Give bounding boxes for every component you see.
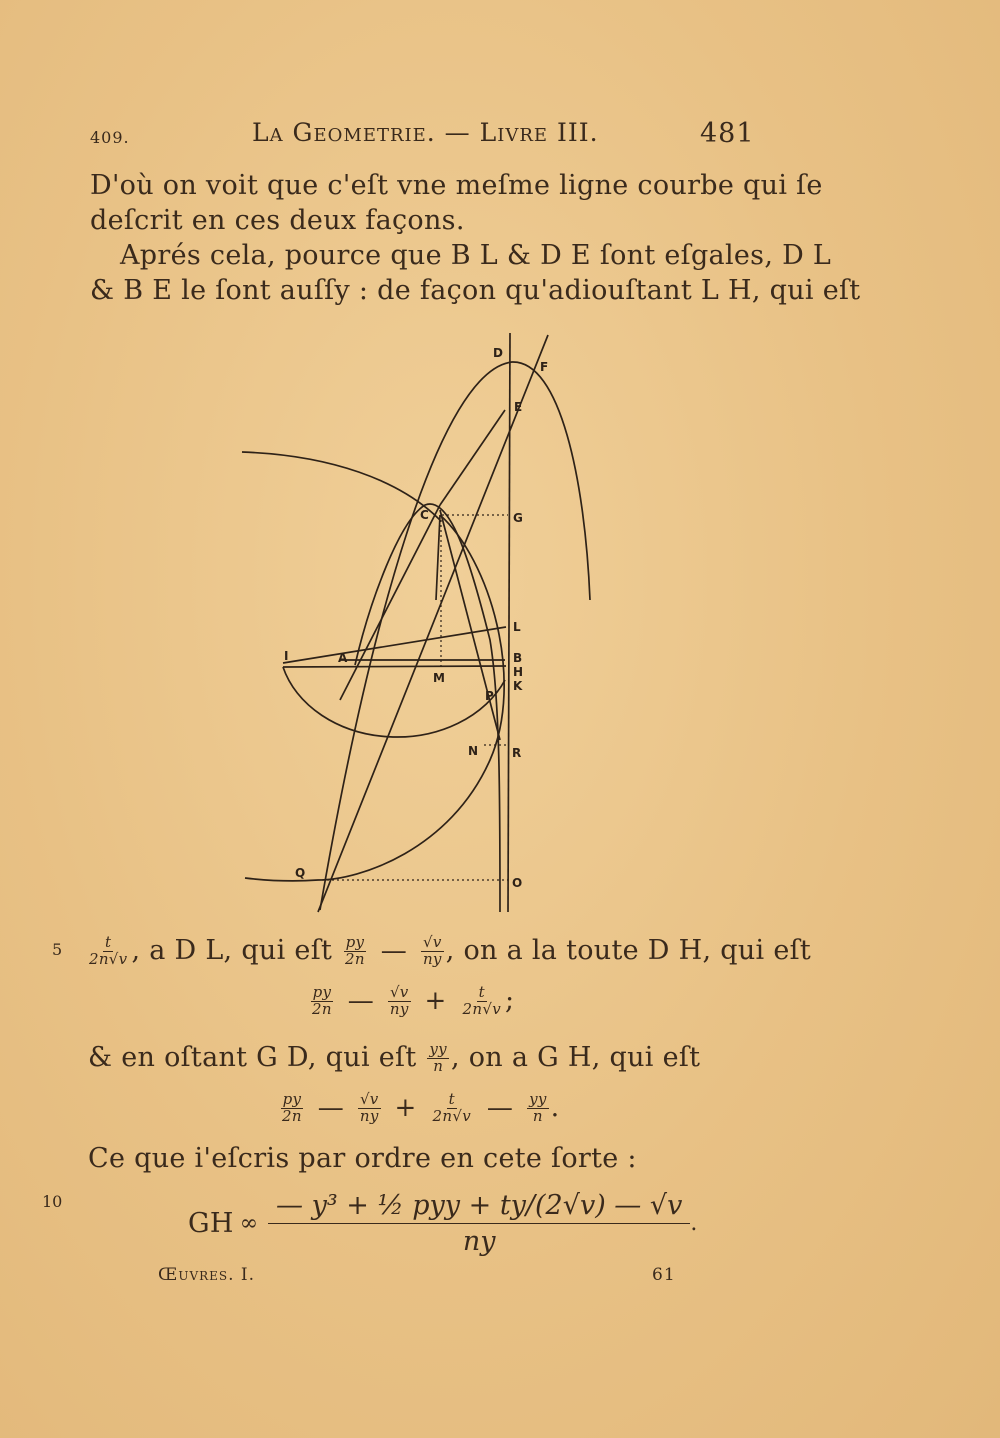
line-ac <box>340 505 440 700</box>
line-c-down <box>436 515 440 600</box>
fraction-py-over-2n: $\frac{py}{2n}$ <box>345 933 365 968</box>
fraction-sqrt-v-over-ny: $\frac{√v}{ny}$ <box>422 933 442 968</box>
geometry-figure <box>230 325 610 920</box>
page-number: 481 <box>700 118 755 149</box>
label-g: G <box>513 511 523 525</box>
label-h: H <box>513 665 524 679</box>
label-r: R <box>512 746 522 760</box>
label-e: E <box>514 400 523 414</box>
label-b: B <box>513 651 523 665</box>
lower-circle-arc <box>245 515 504 881</box>
label-q: Q <box>295 866 306 880</box>
label-p: P <box>485 689 494 703</box>
semicircle <box>283 667 505 737</box>
margin-line-10: 10 <box>42 1192 63 1211</box>
gh-fraction <box>268 1190 690 1257</box>
fraction-t-over-2n-sqrt-v: $\frac{t}{2n√v}$ <box>89 933 128 968</box>
label-f: F <box>540 360 549 374</box>
margin-line-5: 5 <box>52 940 63 959</box>
equation-gh-terms: $\frac{py}{2n}$ — $\frac{√v}{ny}$ + $\frac{t}{2n√v}$ — $\frac{yy}{n}$ . <box>282 1090 560 1125</box>
label-k: K <box>513 679 523 693</box>
text-line-9: Ce que i'eſcris par ordre en cete ſorte : <box>88 1143 637 1174</box>
gh-numerator: — y³ + ½ pyy + ty/(2√v) — √v <box>268 1190 690 1224</box>
label-i: I <box>284 649 289 663</box>
label-n: N <box>468 744 479 758</box>
text-line-5: $\frac{t}{2n√v}$ , a D L, qui eſt $\frac{py}{2n}$ — $\frac{√v}{ny}$ , on a la toute D H, qui eſt <box>89 933 812 968</box>
label-l: L <box>513 620 521 634</box>
label-a: A <box>338 651 348 665</box>
footer-right: 61 <box>652 1265 676 1285</box>
text-line-4: & B E le ſont auſſy : de façon qu'adiouſtant L H, qui eſt <box>90 275 861 306</box>
gh-label: GH <box>188 1208 234 1239</box>
label-o: O <box>512 876 523 890</box>
gh-denominator: ny <box>462 1226 496 1257</box>
text-line-7: & en oſtant G D, qui eſt $\frac{yy}{n}$ , on a G H, qui eſt <box>88 1040 701 1075</box>
text-line-2: deſcrit en ces deux façons. <box>90 205 465 236</box>
equation-dh: $\frac{py}{2n}$ — $\frac{√v}{ny}$ + $\frac{t}{2n√v}$ ; <box>312 983 515 1018</box>
text-line-3: Aprés cela, pource que B L & D E ſont eſgales, D L <box>120 240 832 271</box>
line-ib <box>283 666 506 667</box>
vertical-axis-line <box>508 333 510 912</box>
footer-left: Œuvres. I. <box>158 1265 256 1285</box>
inner-parabola <box>355 504 500 912</box>
line-cp <box>440 510 500 740</box>
infinity-symbol: ∞ <box>239 1211 259 1236</box>
equation-gh-final: GH ∞ $\frac{\text{— y³ + ½ pyy + ty/(2√v) — √v}}{ny}$ . <box>188 1190 698 1257</box>
left-folio: 409. <box>90 128 130 147</box>
text-line-1: D'où on voit que c'eſt vne meſme ligne courbe qui ſe <box>90 170 823 201</box>
label-m: M <box>433 671 445 685</box>
upper-arc <box>242 452 440 520</box>
fraction-yy-over-n: $\frac{yy}{n}$ <box>429 1040 447 1075</box>
running-title: La Geometrie. — Livre III. <box>252 118 599 147</box>
label-d: D <box>493 346 503 360</box>
label-c: C <box>420 508 429 522</box>
